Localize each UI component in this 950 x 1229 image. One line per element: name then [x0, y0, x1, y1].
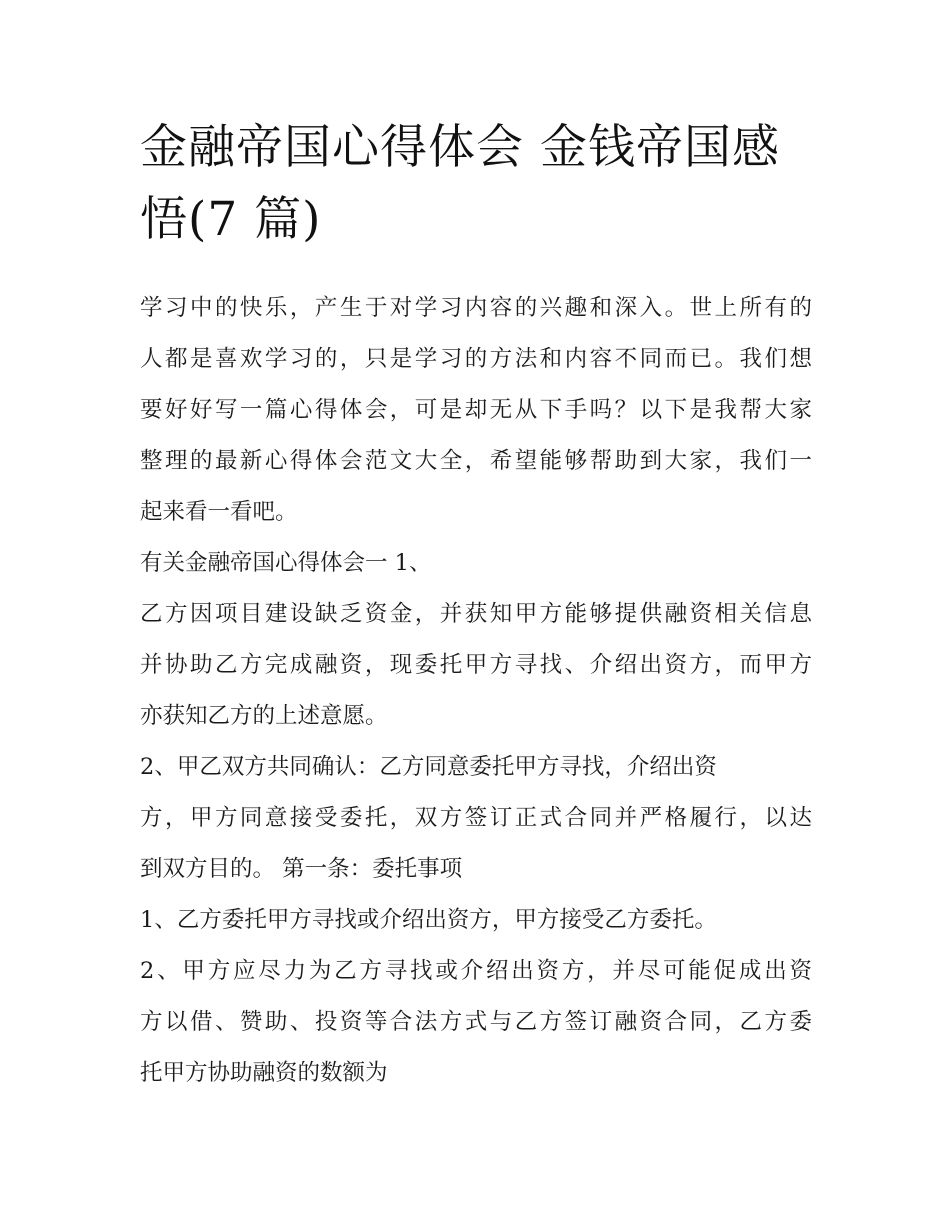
text-line: 人都是喜欢学习的，只是学习的方法和内容不同而已。我们想: [140, 346, 812, 372]
text-line: 整理的最新心得体会范文大全，希望能够帮助到大家，我们一: [140, 448, 812, 474]
text-line: 学习中的快乐，产生于对学习内容的兴趣和深入。世上所有的: [140, 295, 812, 321]
document-body: [140, 283, 812, 1099]
text-line: 2、甲方应尽力为乙方寻找或介绍出资方，并尽可能促成出资: [140, 958, 812, 984]
text-line: 2、甲乙双方共同确认：乙方同意委托甲方寻找，介绍出资: [140, 754, 717, 780]
text-line: 有关金融帝国心得体会一 1、: [140, 550, 432, 576]
paragraph-intro: [140, 283, 812, 538]
paragraph-confirmation: [140, 742, 812, 895]
text-line: 托甲方协助融资的数额为: [140, 1060, 388, 1086]
text-line: 乙方因项目建设缺乏资金，并获知甲方能够提供融资相关信息: [140, 601, 812, 627]
text-line: 方，甲方同意接受委托，双方签订正式合同并严格履行，以达: [140, 805, 812, 831]
paragraph-background: [140, 589, 812, 742]
text-line: 并协助乙方完成融资，现委托甲方寻找、介绍出资方，而甲方: [140, 652, 812, 678]
text-line: 1、乙方委托甲方寻找或介绍出资方，甲方接受乙方委托。: [140, 907, 717, 933]
text-line: 亦获知乙方的上述意愿。: [140, 703, 388, 729]
paragraph-section-heading: [140, 538, 812, 589]
paragraph-clause-1: [140, 895, 812, 946]
text-line: 起来看一看吧。: [140, 499, 298, 525]
text-line: 要好好写一篇心得体会，可是却无从下手吗？以下是我帮大家: [140, 397, 812, 423]
paragraph-clause-2: [140, 946, 812, 1099]
title-line-2: 悟(7 篇): [140, 192, 322, 247]
text-line: 到双方目的。 第一条：委托事项: [140, 856, 463, 882]
title-line-1: 金融帝国心得体会 金钱帝国感: [140, 120, 780, 175]
document-title: [140, 112, 812, 256]
document-page: [140, 112, 812, 1099]
text-line: 方以借、赞助、投资等合法方式与乙方签订融资合同，乙方委: [140, 1009, 812, 1035]
